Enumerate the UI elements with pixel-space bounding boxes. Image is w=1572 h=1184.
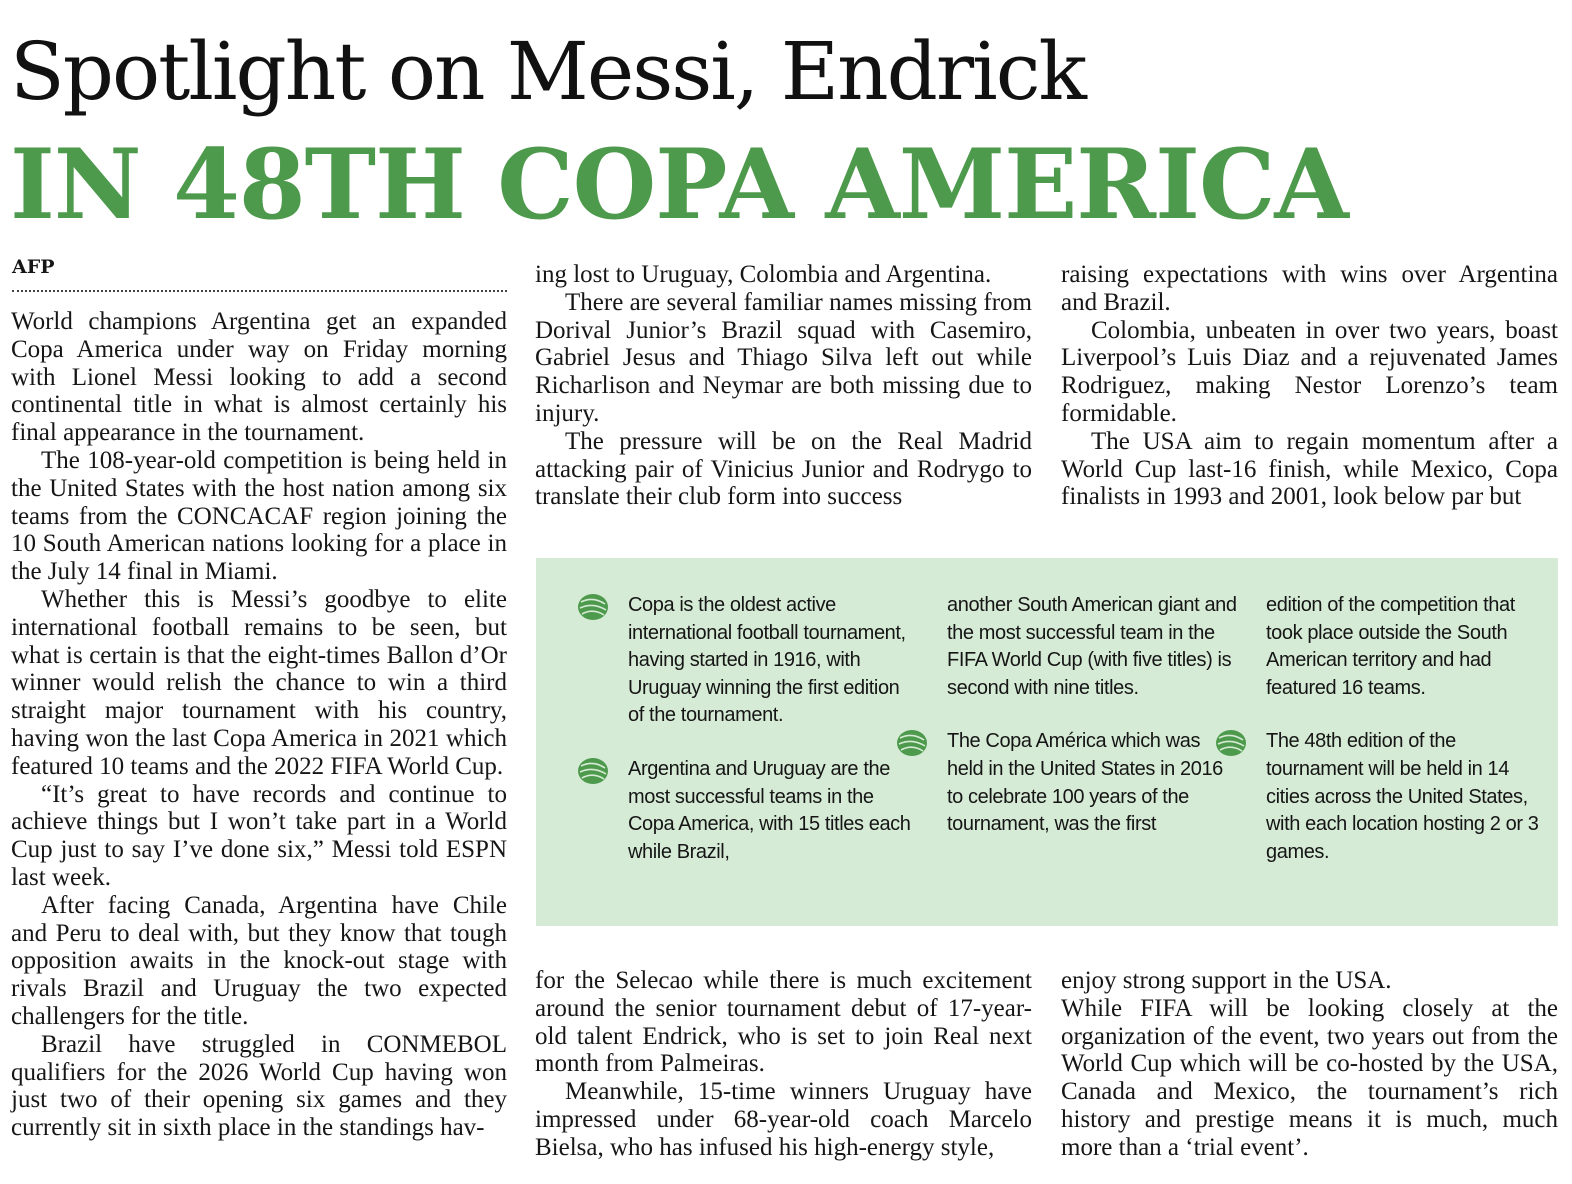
paragraph: World champions Argentina get an expanded Copa America under way on Friday morning with Lionel Messi looking to add a second continental title in what is almost certainly his final appearance in the tournament.	[11, 308, 507, 447]
football-icon	[1214, 728, 1248, 758]
paragraph: ing lost to Uruguay, Colombia and Argentina.	[535, 261, 992, 288]
fact-item	[628, 756, 918, 866]
fact-text: another South American giant and the most successful team in the FIFA World Cup (with five titles) is second with nine titles.	[947, 594, 1237, 699]
factbox	[536, 558, 1558, 926]
paragraph: The 108-year-old competition is being held in the United States with the host nation among six teams from the CONCACAF region joining the 10 South American nations looking for a place in the July 14 final in Miami.	[11, 446, 507, 586]
paragraph: “It’s great to have records and continue to achieve things but I won’t take part in a World Cup just to say I’ve done six,” Messi told ESPN last week.	[11, 780, 507, 891]
football-icon	[576, 756, 610, 786]
football-icon	[895, 728, 929, 758]
headline-line1: Spotlight on Messi, Endrick	[10, 25, 1085, 118]
paragraph: Meanwhile, 15-time winners Uruguay have impressed under 68-year-old coach Marcelo Bielsa, who has infused his high-energy style,	[535, 1078, 1032, 1161]
fact-item	[947, 728, 1237, 838]
fact-item-continued	[947, 592, 1237, 702]
article-column-3-bottom	[1061, 967, 1558, 1162]
paragraph: There are several familiar names missing from Dorival Junior’s Brazil squad with Casemiro, Gabriel Jesus and Thiago Silva left out while Richarlison and Neymar are both missing due to injury.	[535, 288, 1032, 427]
football-icon	[576, 592, 610, 622]
byline: AFP	[12, 256, 507, 292]
fact-text: The Copa América which was held in the United States in 2016 to celebrate 100 years of the tournament, was the first	[947, 730, 1223, 836]
fact-text: The 48th edition of the tournament will be held in 14 cities across the United States, with each location hosting 2 or 3 games.	[1266, 730, 1539, 863]
article-column-3-top	[1061, 261, 1558, 511]
article-column-2-top	[535, 261, 1032, 511]
paragraph: After facing Canada, Argentina have Chile and Peru to deal with, but they know that tough opposition awaits in the knock-out stage with rivals Brazil and Uruguay the two expected challengers for the title.	[11, 891, 507, 1030]
factbox-column-1	[628, 592, 918, 866]
article-column-1	[11, 308, 507, 1142]
paragraph: The pressure will be on the Real Madrid attacking pair of Vinicius Junior and Rodrygo to translate their club form into success	[535, 427, 1032, 511]
paragraph: The USA aim to regain momentum after a World Cup last-16 finish, while Mexico, Copa finalists in 1993 and 2001, look below par but	[1061, 427, 1558, 511]
paragraph: enjoy strong support in the USA.	[1061, 967, 1392, 994]
fact-text: Argentina and Uruguay are the most successful teams in the Copa America, with 15 titles each while Brazil,	[628, 757, 911, 863]
fact-item	[1266, 728, 1556, 866]
paragraph: Brazil have struggled in CONMEBOL qualifiers for the 2026 World Cup having won just two of their opening six games and they currently sit in sixth place in the standings hav-	[11, 1030, 507, 1142]
paragraph: Colombia, unbeaten in over two years, boast Liverpool’s Luis Diaz and a rejuvenated James Rodriguez, making Nestor Lorenzo’s team formidable.	[1061, 316, 1558, 427]
fact-text: Copa is the oldest active international football tournament, having started in 1916, with Uruguay winning the first edition of the tournament.	[628, 594, 906, 727]
paragraph: While FIFA will be looking closely at the organization of the event, two years out from the World Cup which will be co-hosted by the USA, Canada and Mexico, the tournament’s rich history and prestige means it is much, much more than a ‘trial event’.	[1061, 994, 1558, 1161]
paragraph: for the Selecao while there is much excitement around the senior tournament debut of 17-year-old talent Endrick, who is set to join Real next month from Palmeiras.	[535, 967, 1032, 1078]
headline-line2: IN 48TH COPA AMERICA	[10, 128, 1348, 241]
paragraph: Whether this is Messi’s goodbye to elite international football remains to be seen, but what is certain is that the eight-times Ballon d’Or winner would relish the chance to win a third straight major tournament with his country, having won the last Copa America in 2021 which featured 10 teams and the 2022 FIFA World Cup.	[11, 585, 507, 780]
fact-item-continued	[1266, 592, 1556, 702]
factbox-column-2	[947, 592, 1237, 839]
factbox-column-3	[1266, 592, 1556, 866]
fact-item	[628, 592, 918, 730]
fact-text: edition of the competition that took place outside the South American territory and had featured 16 teams.	[1266, 594, 1515, 699]
article-column-2-bottom	[535, 967, 1032, 1162]
paragraph: raising expectations with wins over Argentina and Brazil.	[1061, 261, 1558, 316]
